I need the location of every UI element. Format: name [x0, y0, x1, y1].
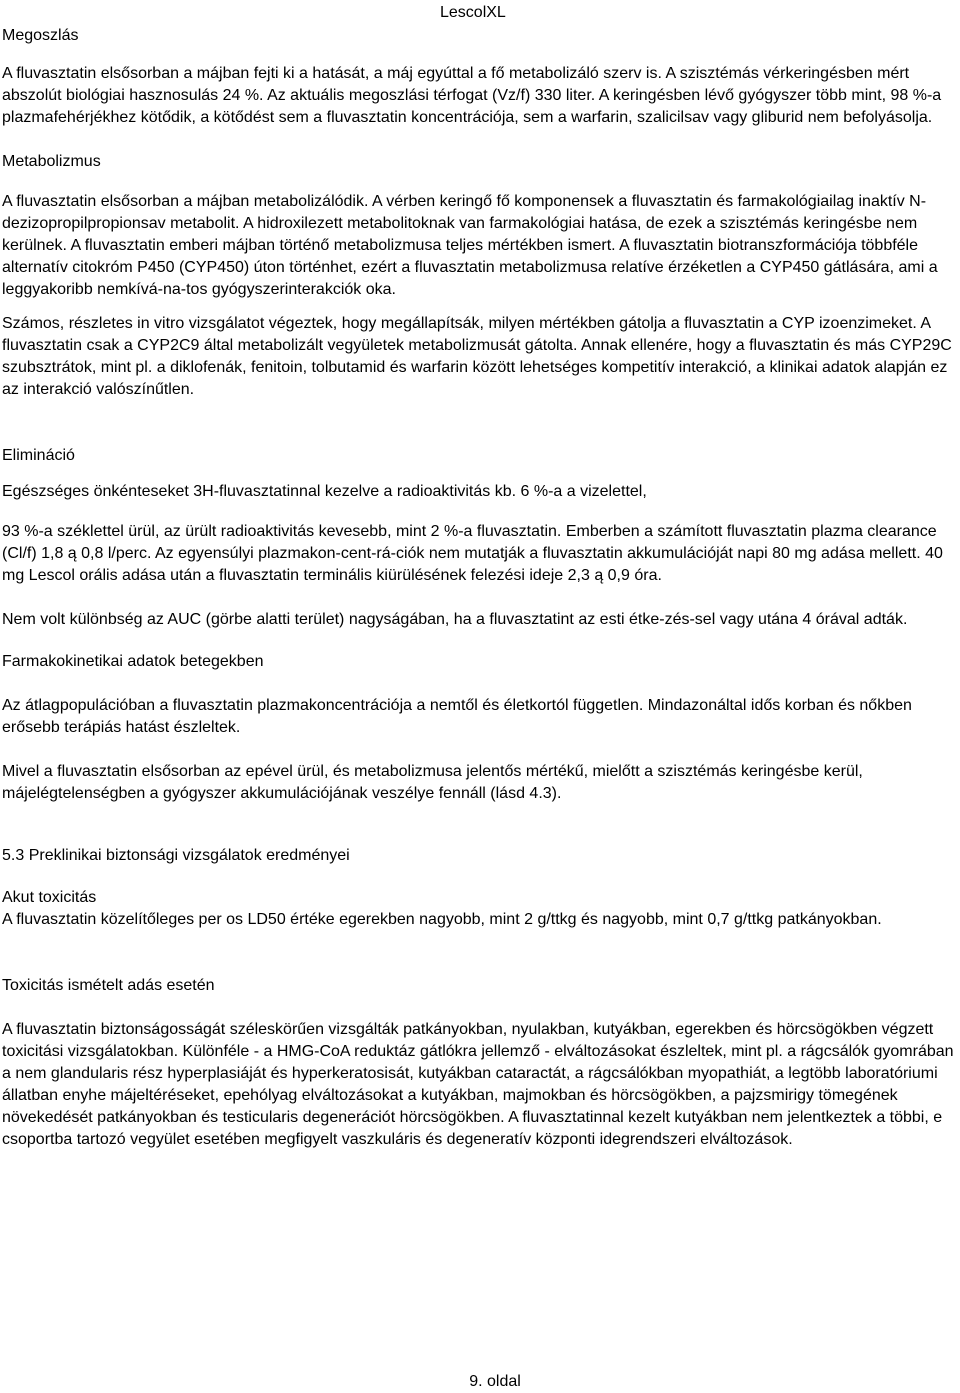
section-heading-preclinical: 5.3 Preklinikai biztonsági vizsgálatok eredményei	[2, 847, 350, 864]
document-body	[2, 63, 958, 1151]
subheading-repeat-toxicity: Toxicitás ismételt adás esetén	[2, 977, 215, 994]
section-heading-distribution: Megoszlás	[2, 27, 79, 44]
section-heading-metabolism: Metabolizmus	[2, 153, 101, 170]
distribution-paragraph: A fluvasztatin elsősorban a májban fejti ki a hatását, a máj egyúttal a fő metabolizáló szerv is. A szisztémás vérkeringésben mért abszolút biológiai hasznosulás 24 %. Az aktuális megoszlási térfogat (Vz/f) 330 liter. A keringésben lévő gyógyszer több mint, 98 %-a plazmafehérjékhez kötődik, a kötődést sem a fluvasztatin koncentrációja, sem a warfarin, szalicilsav vagy gliburid nem befolyásolja.	[2, 65, 942, 126]
document-header	[0, 0, 960, 48]
subheading-acute-toxicity: Akut toxicitás	[2, 889, 97, 906]
repeat-toxicity-paragraph: A fluvasztatin biztonságosságát széleskörűen vizsgálták patkányokban, nyulakban, kutyákban, egerekben és hörcsögökben végzett toxicitási vizsgálatokban. Különféle - a HMG-CoA reduktáz gátlókra jellemző - elváltozásokat észleltek, mint pl. a rágcsálók gyomrában a nem glandularis rész hyperplasiáját és hyperkeratosisát, kutyákban cataractát, a rágcsálókban myopathiát, a legtöbb laboratóriumi állatban enyhe májeltéréseket, epehólyag elváltozásokat a kutyákban, majmokban és hörcsögökben, a pajzsmirigy tömegének növekedését patkányokban és testicularis degenerációt hörcsögökben. A fluvasztatinnal kezelt kutyákban nem jelentkeztek a többi, e csoportba tartozó vegyület esetében megfigyelt vaszkuláris és degeneratív központi idegrendszeri elváltozások.	[2, 1021, 954, 1148]
acute-toxicity-paragraph: A fluvasztatin közelítőleges per os LD50 értéke egerekben nagyobb, mint 2 g/ttkg és nagyobb, mint 0,7 g/ttkg patkányokban.	[2, 911, 882, 928]
section-heading-elimination: Elimináció	[2, 447, 75, 464]
metabolism-paragraph-1: A fluvasztatin elsősorban a májban metabolizálódik. A vérben keringő fő komponensek a fluvasztatin és farmakológiailag inaktív N-dezizopropilpropionsav metabolit. A hidroxilezett metabolitoknak van farmakológiai hatása, de ezek a szisztémás keringésbe nem kerülnek. A fluvasztatin emberi májban történő metabolizmusa teljes mértékben ismert. A fluvasztatin biotranszformációja többféle alternatív citokróm P450 (CYP450) úton történhet, ezért a fluvasztatin metabolizmusa relatíve érzéketlen a CYP450 gátlására, ami a leggyakoribb nemkívá-na-tos gyógyszerinterakciók oka.	[2, 193, 938, 298]
product-name: LescolXL	[440, 4, 506, 21]
section-heading-patients: Farmakokinetikai adatok betegekben	[2, 653, 264, 670]
metabolism-paragraph-2: Számos, részletes in vitro vizsgálatot végeztek, hogy megállapítsák, milyen mértékben gátolja a fluvasztatin a CYP izoenzimeket. A fluvasztatin csak a CYP2C9 által metabolizált vegyületek metabolizmusát gátolta. Annak ellenére, hogy a fluvasztatin és más CYP29C szubsztrátok, mint pl. a diklofenák, fenitoin, tolbutamid és warfarin között lehetséges kompetitív interakció, a klinikai adatok alapján ez az interakció valószínűtlen.	[2, 315, 952, 398]
page-number: 9. oldal	[469, 1373, 521, 1390]
patients-paragraph-1: Az átlagpopulációban a fluvasztatin plazmakoncentrációja a nemtől és életkortól független. Mindazonáltal idős korban és nőkben erősebb terápiás hatást észleltek.	[2, 697, 912, 736]
elimination-paragraph-2: 93 %-a széklettel ürül, az ürült radioaktivitás kevesebb, mint 2 %-a fluvasztatin. Emberben a számított fluvasztatin plazma clearance (Cl/f) 1,8 ą 0,8 l/perc. Az egyensúlyi plazmakon-cent-rá-ciók nem mutatják a fluvasztatin akkumulációját napi 80 mg adása mellett. 40 mg Lescol orális adása után a fluvasztatin terminális kiürülésének felezési ideje 2,3 ą 0,9 óra.	[2, 523, 943, 584]
patients-paragraph-2: Mivel a fluvasztatin elsősorban az epével ürül, és metabolizmusa jelentős mértékű, mielőtt a szisztémás keringésbe kerül, májelégtelenségben a gyógyszer akkumulációjának veszélye fennáll (lásd 4.3).	[2, 763, 863, 802]
elimination-paragraph-1: Egészséges önkénteseket 3H-fluvasztatinnal kezelve a radioaktivitás kb. 6 %-a a vizelettel,	[2, 483, 647, 500]
elimination-paragraph-3: Nem volt különbség az AUC (görbe alatti terület) nagyságában, ha a fluvasztatint az esti étke-zés-sel vagy utána 4 órával adták.	[2, 611, 908, 628]
